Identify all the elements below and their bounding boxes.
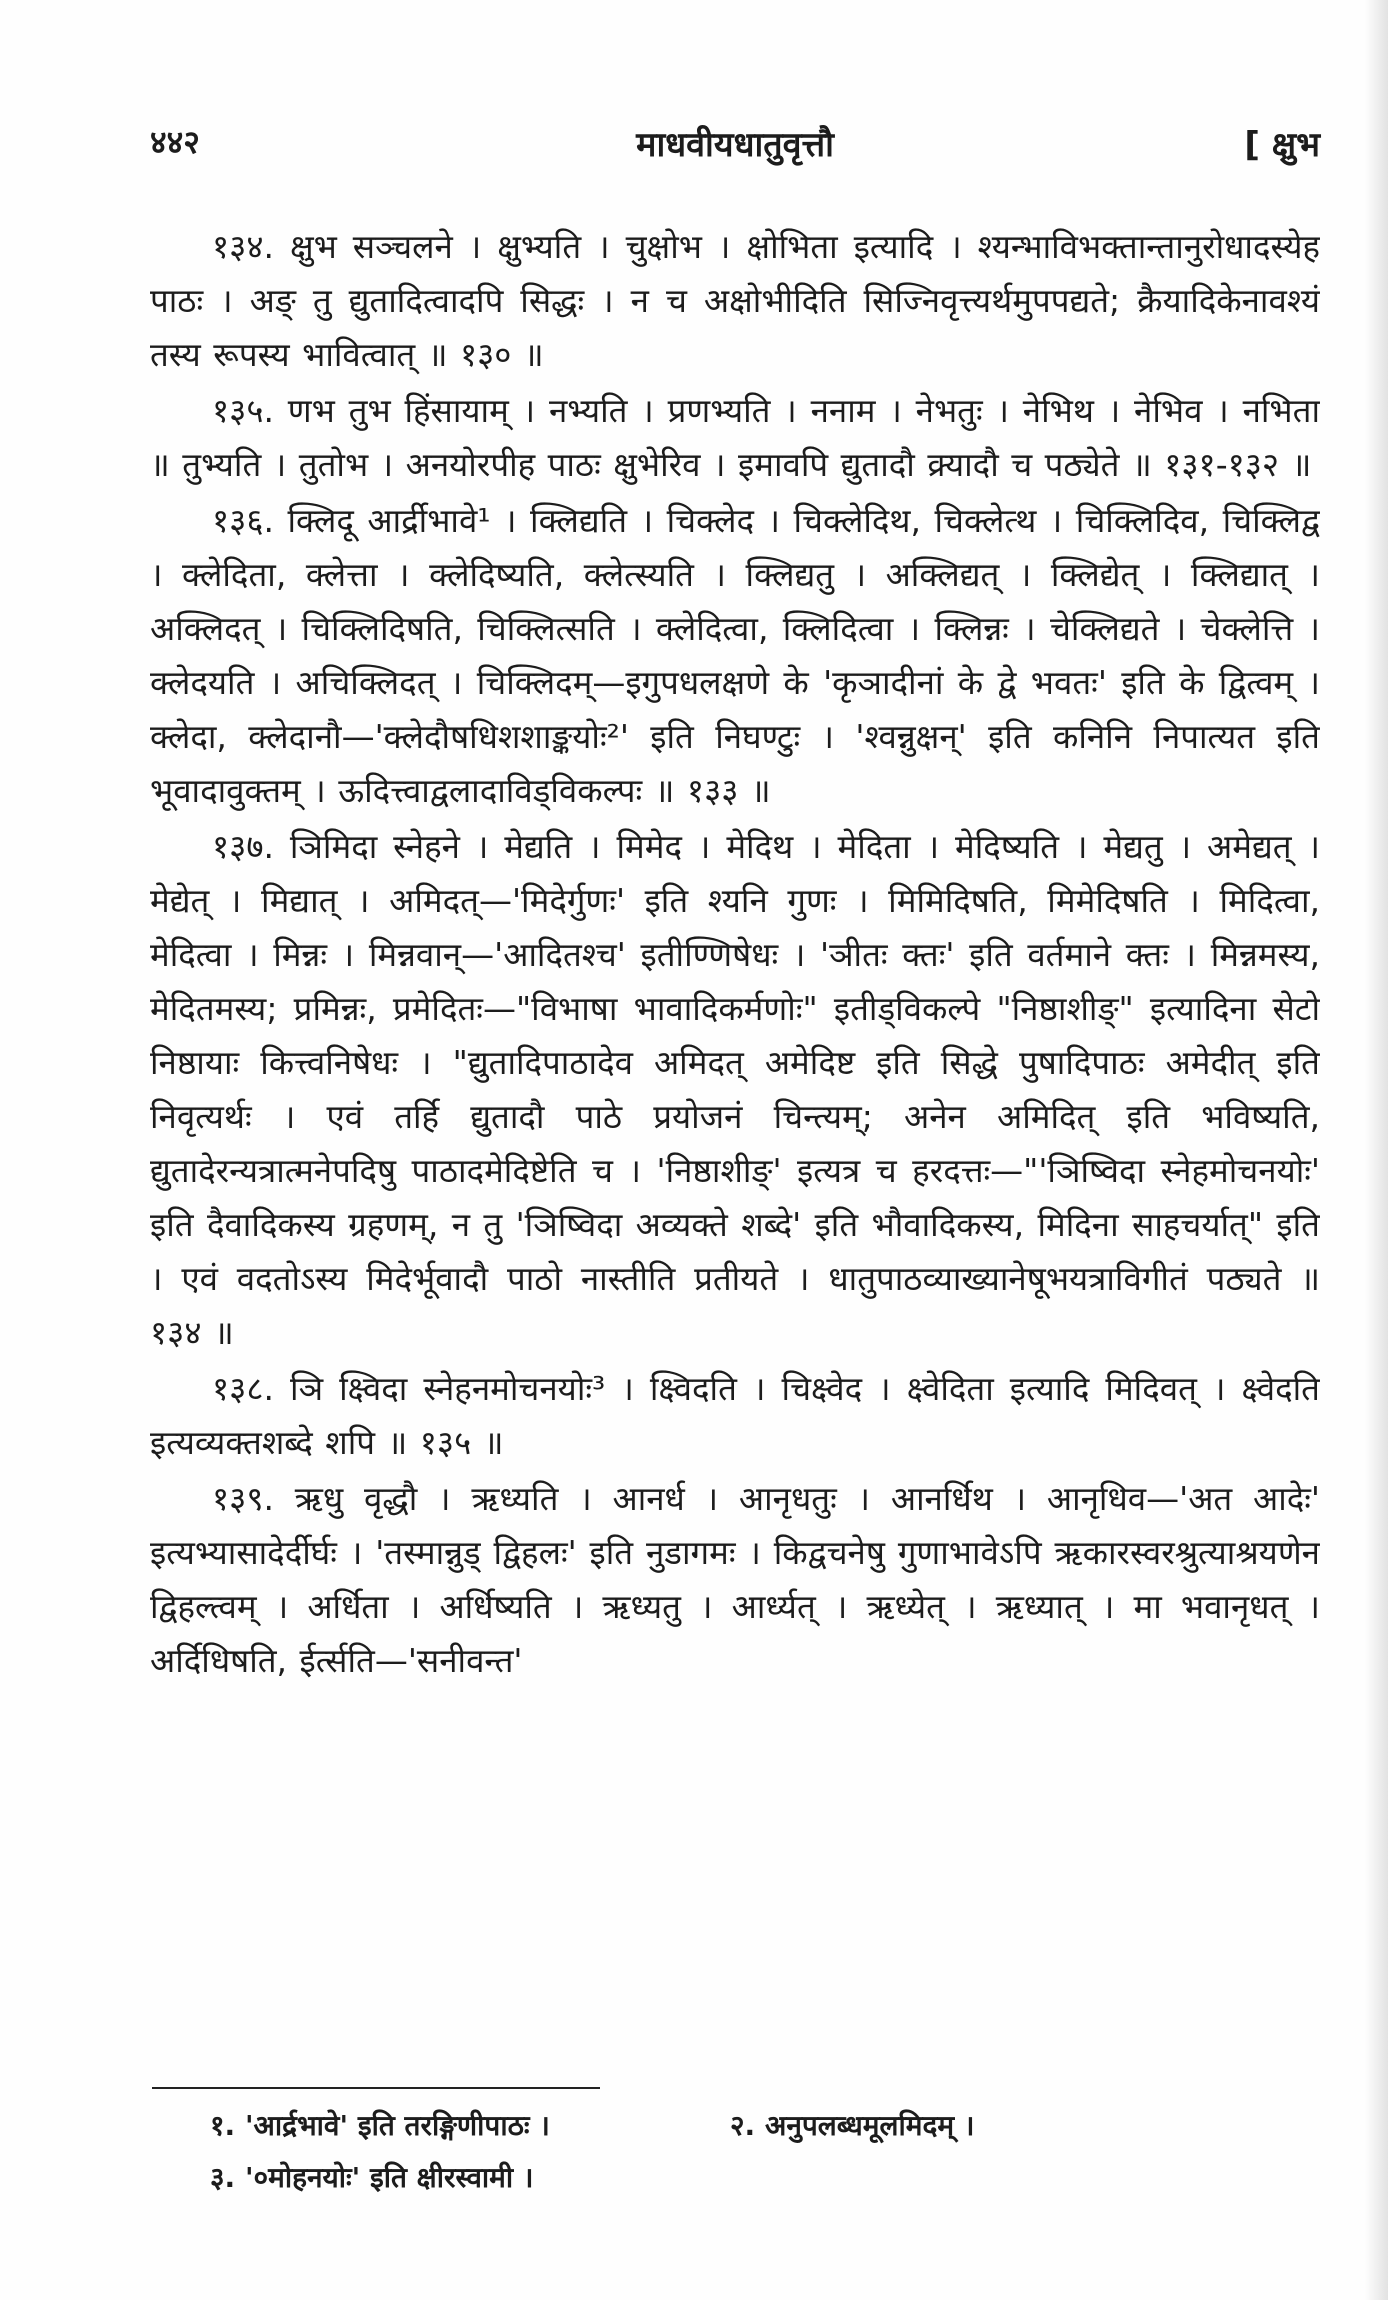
page-header bbox=[150, 120, 1320, 180]
section-marker: [ क्षुभ bbox=[1244, 125, 1320, 165]
paragraph-135: १३५. णभ तुभ हिंसायाम् । नभ्यति । प्रणभ्यति । ननाम । नेभतुः । नेभिथ । नेभिव । नभिता ॥ तुभ्यति । तुतोभ । अनयोरपीह पाठः क्षुभेरिव । इमावपि द्युतादौ क्र्यादौ च पठ्येते ॥ १३१-१३२ ॥ bbox=[150, 391, 1320, 484]
footnote-1: १. 'आर्द्रभावे' इति तरङ्गिणीपाठः । bbox=[210, 2109, 550, 2142]
footnote-3: ३. '०मोहनयोः' इति क्षीरस्वामी । bbox=[210, 2161, 534, 2194]
paragraph-134: १३४. क्षुभ सञ्चलने । क्षुभ्यति । चुक्षोभ । क्षोभिता इत्यादि । श्यन्भाविभक्तान्तानुरोधादस्येह पाठः । अङ् तु द्युतादित्वादपि सिद्धः । न च अक्षोभीदिति सिज्निवृत्त्यर्थमुपपद्यते; क्रैयादिकेनावश्यं तस्य रूपस्य भावित्वात् ॥ १३० ॥ bbox=[150, 227, 1320, 374]
running-title: माधवीयधातुवृत्तौ bbox=[636, 125, 834, 165]
footnote-2: २. अनुपलब्धमूलमिदम् । bbox=[730, 2109, 975, 2142]
page-number: ४४२ bbox=[150, 123, 200, 161]
paragraph-138: १३८. ञि क्ष्विदा स्नेहनमोचनयोः³ । क्ष्विदति । चिक्ष्वेद । क्ष्वेदिता इत्यादि मिदिवत् । क्ष्वेदति इत्यव्यक्तशब्दे शपि ॥ १३५ ॥ bbox=[150, 1369, 1320, 1462]
paragraph-137: १३७. ञिमिदा स्नेहने । मेद्यति । मिमेद । मेदिथ । मेदिता । मेदिष्यति । मेद्यतु । अमेद्यत् । मेद्येत् । मिद्यात् । अमिदत्—'मिदेर्गुणः' इति श्यनि गुणः । मिमिदिषति, मिमेदिषति । मिदित्वा, मेदित्वा । मिन्नः । मिन्नवान्—'आदितश्च' इतीण्णिषेधः । 'ञीतः क्तः' इति वर्तमाने क्तः । मिन्नमस्य, मेदितमस्य; प्रमिन्नः, प्रमेदितः—"विभाषा भावादिकर्मणोः" इतीड्विकल्पे "निष्ठाशीङ्" इत्यादिना सेटो निष्ठायाः कित्त्वनिषेधः । "द्युतादिपाठादेव अमिदत् अमेदिष्ट इति सिद्धे पुषादिपाठः अमेदीत् इति निवृत्यर्थः । एवं तर्हि द्युतादौ पाठे प्रयोजनं चिन्त्यम्; अनेन अमिदित् इति भविष्यति, द्युतादेरन्यत्रात्मनेपदिषु पाठादमेदिष्टेति च । 'निष्ठाशीङ्' इत्यत्र च हरदत्तः—"'ञिष्विदा स्नेहमोचनयोः' इति दैवादिकस्य ग्रहणम्, न तु 'ञिष्विदा अव्यक्ते शब्दे' इति भौवादिकस्य, मिदिना साहचर्यात्" इति । एवं वदतोऽस्य मिदेर्भूवादौ पाठो नास्तीति प्रतीयते । धातुपाठव्याख्यानेषूभयत्राविगीतं पठ्यते ॥ १३४ ॥ bbox=[150, 827, 1320, 1352]
footnotes bbox=[150, 2100, 1320, 2230]
footnote-divider bbox=[152, 2087, 600, 2089]
footnote-row bbox=[150, 2100, 1320, 2152]
main-text bbox=[150, 220, 1320, 2080]
paragraph-139: १३९. ऋधु वृद्धौ । ऋध्यति । आनर्ध । आनृधतुः । आनर्धिथ । आनृधिव—'अत आदेः' इत्यभ्यासादेर्दीर्घः । 'तस्मान्नुड् द्विहलः' इति नुडागमः । किद्वचनेषु गुणाभावेऽपि ऋकारस्वरश्रुत्याश्रयणेन द्विहल्त्वम् । अर्धिता । अर्धिष्यति । ऋध्यतु । आर्ध्यत् । ऋध्येत् । ऋध्यात् । मा भवानृधत् । अर्दिधिषति, ईर्त्सति—'सनीवन्त' bbox=[150, 1479, 1320, 1680]
page-edge-shadow bbox=[1364, 0, 1388, 2300]
footnote-row bbox=[150, 2152, 1320, 2204]
paragraph-136: १३६. क्लिदू आर्द्रीभावे¹ । क्लिद्यति । चिक्लेद । चिक्लेदिथ, चिक्लेत्थ । चिक्लिदिव, चिक्लिद्व । क्लेदिता, क्लेत्ता । क्लेदिष्यति, क्लेत्स्यति । क्लिद्यतु । अक्लिद्यत् । क्लिद्येत् । क्लिद्यात् । अक्लिदत् । चिक्लिदिषति, चिक्लित्सति । क्लेदित्वा, क्लिदित्वा । क्लिन्नः । चेक्लिद्यते । चेक्लेत्ति । क्लेदयति । अचिक्लिदत् । चिक्लिदम्—इगुपधलक्षणे के 'कृञादीनां के द्वे भवतः' इति के द्वित्वम् । क्लेदा, क्लेदानौ—'क्लेदौषधिशशाङ्कयोः²' इति निघण्टुः । 'श्वन्नुक्षन्' इति कनिनि निपात्यत इति भूवादावुक्तम् । ऊदित्त्वाद्वलादाविड्विकल्पः ॥ १३३ ॥ bbox=[150, 501, 1320, 810]
